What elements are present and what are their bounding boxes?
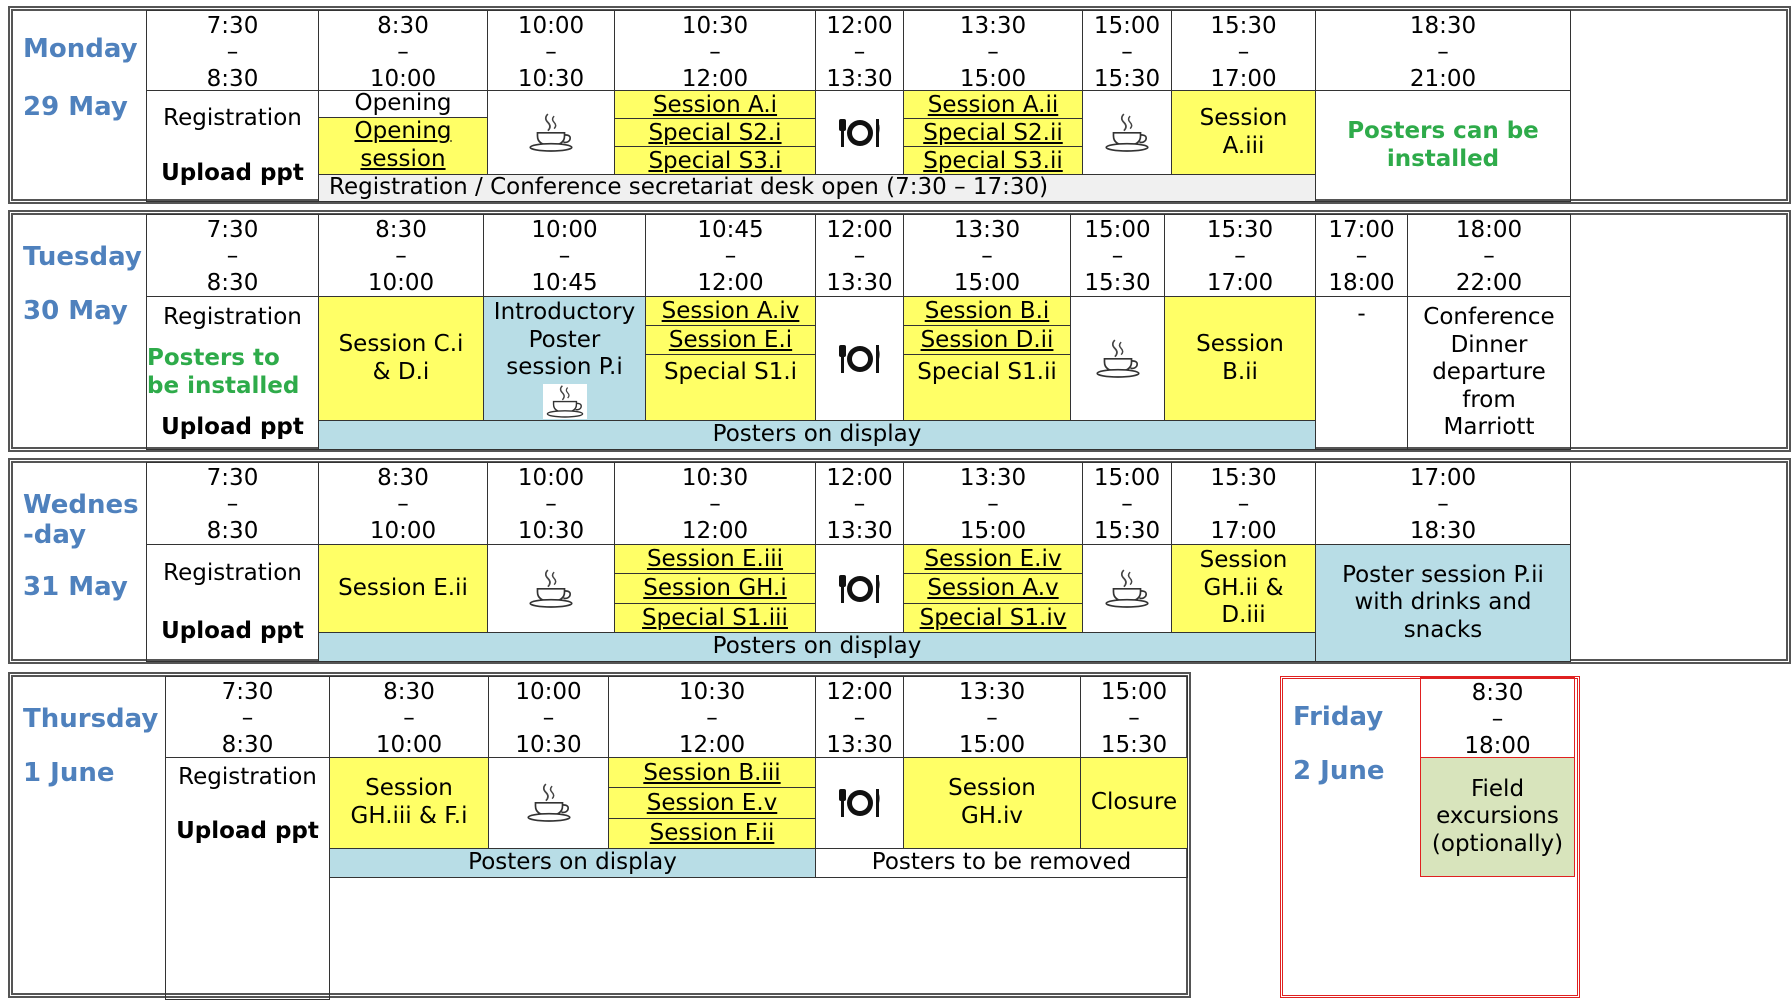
- posters-on-display: Posters on display: [318, 632, 1316, 662]
- plate-cutlery-icon: [815, 757, 904, 849]
- upload-ppt-text: Upload ppt: [176, 817, 319, 844]
- coffee-cup-icon: [487, 544, 615, 633]
- day-date: 30 May: [23, 296, 128, 326]
- time-slot: 15:00 – 15:30: [1082, 462, 1172, 545]
- time-slot: 15:00 – 15:30: [1070, 214, 1165, 297]
- sessions-1030: Session E.iii Session GH.i Special S1.iii: [614, 544, 816, 633]
- time-slot: 15:00 – 15:30: [1080, 676, 1188, 758]
- time-slot: 12:00 – 13:30: [815, 10, 904, 91]
- registration-text: Registration: [163, 560, 302, 587]
- time-slot: 15:30 – 17:00: [1171, 462, 1316, 545]
- time-slot: 18:30 – 21:00: [1315, 10, 1571, 91]
- day-label: Thursday: [23, 704, 159, 734]
- session-gh-iv: Session GH.iv: [903, 757, 1081, 849]
- conference-dinner: Conference Dinner departure from Marriott: [1407, 296, 1571, 450]
- time-slot: 7:30 – 8:30: [146, 462, 319, 545]
- day-date: 29 May: [23, 92, 128, 122]
- posters-on-display: Posters on display: [318, 420, 1316, 450]
- registration-cell: [146, 90, 319, 202]
- coffee-cup-icon: [487, 90, 615, 175]
- sessions-1045: Session A.iv Session E.i Special S1.i: [645, 296, 816, 421]
- time-slot: 15:00 – 15:30: [1082, 10, 1172, 91]
- time-slot: 13:30 – 15:00: [903, 462, 1083, 545]
- time-slot: 12:00 – 13:30: [815, 462, 904, 545]
- upload-ppt-text: Upload ppt: [161, 618, 304, 645]
- time-slot: 13:30 – 15:00: [903, 10, 1083, 91]
- posters-removed: Posters to be removed: [815, 848, 1188, 878]
- time-slot: 18:00 – 22:00: [1407, 214, 1571, 297]
- registration-text: Registration: [178, 764, 317, 790]
- day-label-cont: -day: [23, 520, 87, 550]
- time-slot: 7:30 – 8:30: [146, 10, 319, 91]
- day-date: 2 June: [1293, 756, 1385, 786]
- coffee-cup-icon: [1082, 544, 1172, 633]
- day-label: Tuesday: [23, 242, 142, 272]
- time-slot: 10:00 – 10:30: [487, 10, 615, 91]
- time-slot: 10:30 – 12:00: [608, 676, 816, 758]
- session-c-i: Session C.i & D.i: [318, 296, 484, 421]
- closure: Closure: [1080, 757, 1188, 849]
- opening-session: Opening session: [318, 117, 488, 175]
- session-gh-iii: Session GH.iii & F.i: [329, 757, 489, 849]
- poster-session-p-ii: Poster session P.ii with drinks and snacks: [1315, 544, 1571, 662]
- plate-cutlery-icon: [815, 544, 904, 633]
- time-slot: 15:30 – 17:00: [1171, 10, 1316, 91]
- time-slot: 17:00 – 18:00: [1315, 214, 1408, 297]
- posters-install-note: Posters to be installed: [147, 345, 300, 399]
- plate-cutlery-icon: [815, 296, 904, 421]
- time-slot: 7:30 – 8:30: [165, 676, 330, 758]
- sessions-1330: Session A.ii Special S2.ii Special S3.ii: [903, 90, 1083, 175]
- coffee-cup-icon: [488, 757, 609, 849]
- posters-install-note: Posters can be installed: [1315, 90, 1571, 202]
- upload-ppt-text: Upload ppt: [161, 414, 304, 441]
- day-date: 31 May: [23, 572, 128, 602]
- time-slot: 8:30 – 10:00: [318, 462, 488, 545]
- time-slot: 13:30 – 15:00: [903, 676, 1081, 758]
- time-slot: 8:30 – 10:00: [318, 10, 488, 91]
- coffee-cup-icon: [1082, 90, 1172, 175]
- time-slot: 8:30 – 10:00: [318, 214, 484, 297]
- time-slot: 10:45 – 12:00: [645, 214, 816, 297]
- coffee-cup-icon: [543, 384, 587, 419]
- time-slot: 10:00 – 10:30: [487, 462, 615, 545]
- sessions-1330: Session E.iv Session A.v Special S1.iv: [903, 544, 1083, 633]
- time-slot: 10:30 – 12:00: [614, 10, 816, 91]
- time-slot: 12:00 – 13:30: [815, 676, 904, 758]
- plate-cutlery-icon: [815, 90, 904, 175]
- intro-text: Introductory Poster session P.i: [493, 299, 636, 381]
- time-slot: 10:30 – 12:00: [614, 462, 816, 545]
- registration-cell: [146, 544, 319, 662]
- session-e-ii: Session E.ii: [318, 544, 488, 633]
- desk-open-bar: Registration / Conference secretariat desk open (7:30 – 17:30): [318, 174, 1316, 202]
- free-slot: -: [1315, 296, 1408, 450]
- registration-cell: [146, 296, 319, 450]
- time-slot: 12:00 – 13:30: [815, 214, 904, 297]
- sessions-1330: Session B.i Session D.ii Special S1.ii: [903, 296, 1071, 421]
- time-slot: 10:00 – 10:30: [488, 676, 609, 758]
- time-slot: 8:30 – 18:00: [1420, 677, 1575, 758]
- sessions-1030: Session A.i Special S2.i Special S3.i: [614, 90, 816, 175]
- intro-poster-session: [483, 296, 646, 421]
- registration-text: Registration: [163, 303, 302, 330]
- registration-cell: [165, 757, 330, 1000]
- registration-text: Registration: [163, 104, 302, 131]
- time-slot: 17:00 – 18:30: [1315, 462, 1571, 545]
- day-date: 1 June: [23, 758, 115, 788]
- upload-ppt-text: Upload ppt: [161, 159, 304, 186]
- posters-on-display: Posters on display: [329, 848, 816, 878]
- session-b-ii: Session B.ii: [1164, 296, 1316, 421]
- sessions-1030: Session B.iii Session E.v Session F.ii: [608, 757, 816, 849]
- opening-cell: Opening: [318, 90, 488, 118]
- time-slot: 10:00 – 10:45: [483, 214, 646, 297]
- day-label: Friday: [1293, 702, 1384, 732]
- coffee-cup-icon: [1070, 296, 1165, 421]
- day-label: Wednes: [23, 490, 139, 520]
- time-slot: 8:30 – 10:00: [329, 676, 489, 758]
- field-excursions: Field excursions (optionally): [1420, 757, 1575, 877]
- time-slot: 15:30 – 17:00: [1164, 214, 1316, 297]
- time-slot: 13:30 – 15:00: [903, 214, 1071, 297]
- day-label: Monday: [23, 34, 138, 64]
- session-gh-ii: Session GH.ii & D.iii: [1171, 544, 1316, 633]
- session-a-iii: Session A.iii: [1171, 90, 1316, 175]
- time-slot: 7:30 – 8:30: [146, 214, 319, 297]
